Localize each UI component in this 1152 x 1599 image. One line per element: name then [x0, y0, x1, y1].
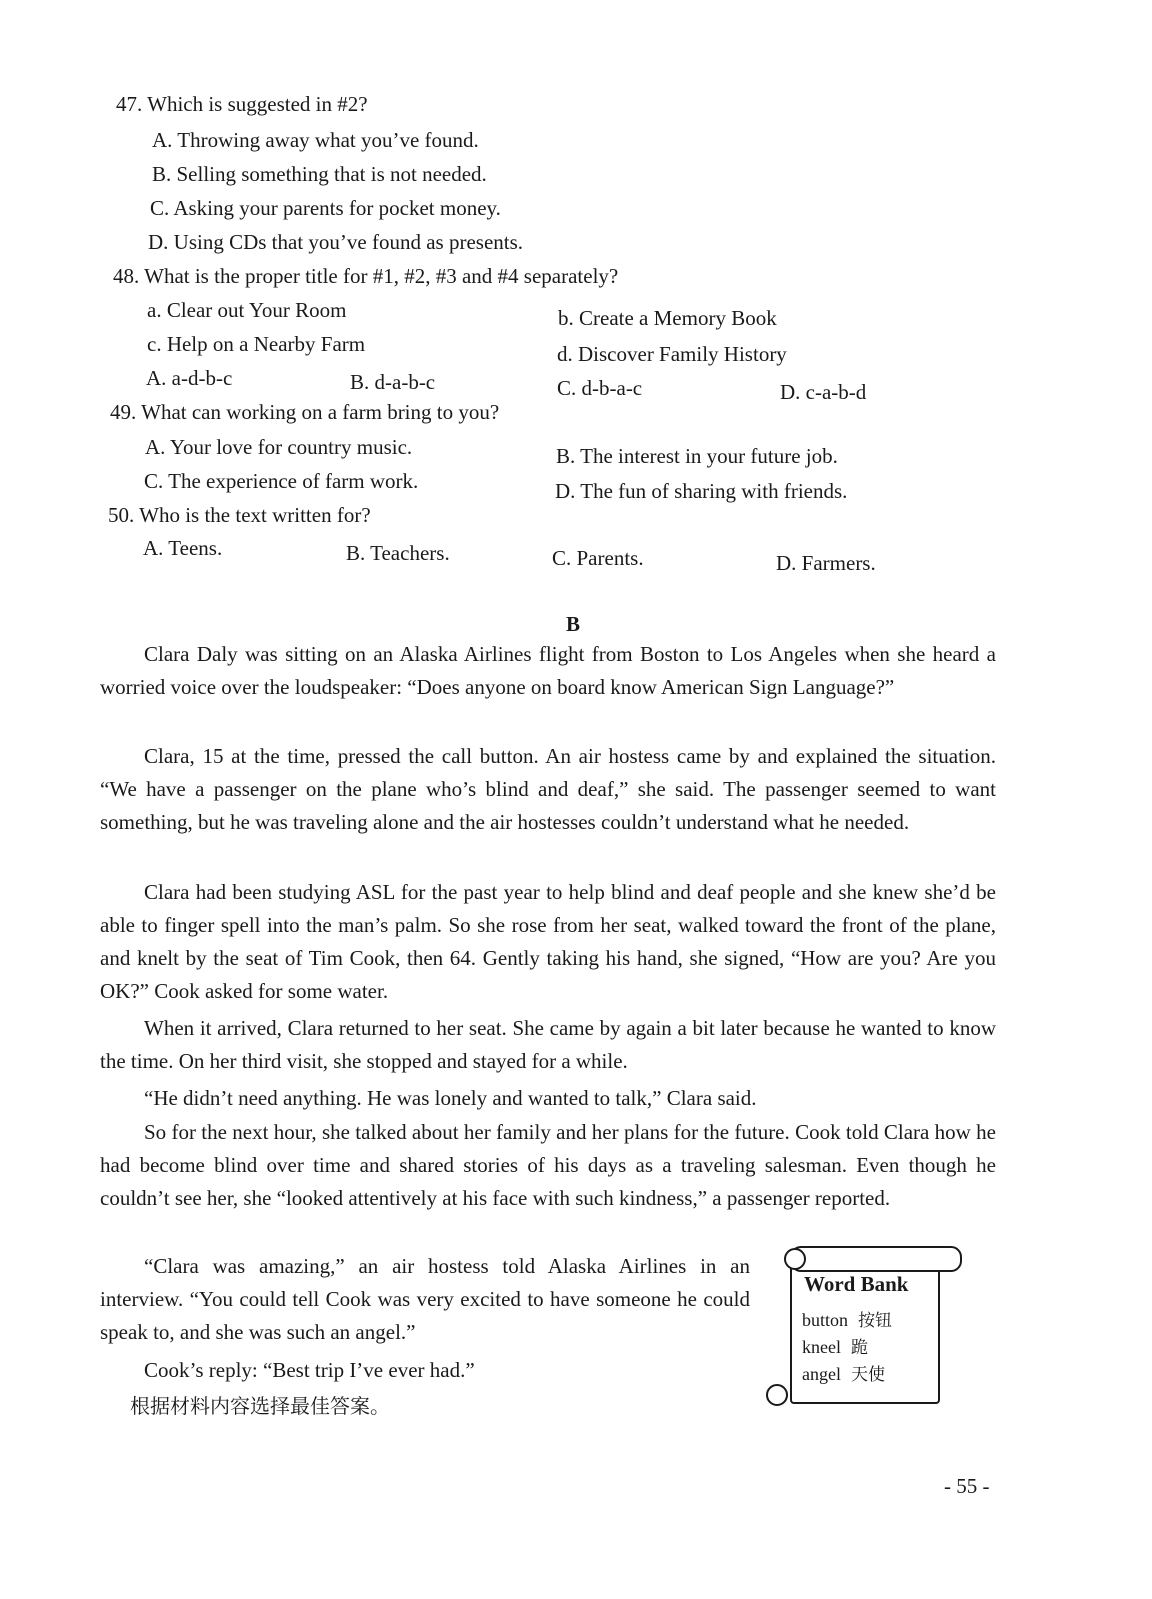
- scroll-top-roll-icon: [790, 1246, 962, 1272]
- q50-option-c: C. Parents.: [552, 546, 644, 570]
- q50-option-b: B. Teachers.: [346, 541, 450, 565]
- word-bank-cn: 跪: [850, 1338, 868, 1358]
- q48-option-d: D. c-a-b-d: [780, 380, 867, 404]
- q47-option-a: A. Throwing away what you’ve found.: [152, 128, 479, 152]
- scroll-curl-top-icon: [784, 1248, 806, 1270]
- q48-option-a: A. a-d-b-c: [146, 366, 233, 390]
- q47-stem: 47. Which is suggested in #2?: [116, 92, 368, 116]
- q48-title-a: a. Clear out Your Room: [147, 298, 347, 322]
- q49-option-d: D. The fun of sharing with friends.: [555, 479, 848, 503]
- paragraph-4: When it arrived, Clara returned to her seat. She came by again a bit later because he wanted to know the time. On her third visit, she stopped and stayed for a while.: [100, 1016, 996, 1073]
- q49-option-a: A. Your love for country music.: [145, 435, 413, 459]
- q49-stem: 49. What can working on a farm bring to you?: [110, 400, 500, 424]
- q48-title-d: d. Discover Family History: [557, 342, 787, 366]
- q48-title-b: b. Create a Memory Book: [558, 306, 777, 330]
- paragraph-7: “Clara was amazing,” an air hostess told Alaska Airlines in an interview. “You could tell Cook was very excited to have someone he could speak to, and she was such an angel.”: [100, 1254, 750, 1344]
- paragraph-1: Clara Daly was sitting on an Alaska Airlines flight from Boston to Los Angeles when she heard a worried voice over the loudspeaker: “Does anyone on board know American Sign Language?”: [100, 642, 996, 699]
- paragraph-2: Clara, 15 at the time, pressed the call button. An air hostess came by and explained the situation. “We have a passenger on the plane who’s blind and deaf,” she said. The passenger seemed to want something, but he was traveling alone and the air hostesses couldn’t understand what he needed.: [100, 744, 996, 834]
- paragraph-8: Cook’s reply: “Best trip I’ve ever had.”: [144, 1358, 475, 1382]
- q47-option-b: B. Selling something that is not needed.: [152, 162, 487, 186]
- word-bank-title: Word Bank: [804, 1272, 909, 1296]
- word-bank: [772, 1244, 960, 1412]
- q48-stem: 48. What is the proper title for #1, #2, #3 and #4 separately?: [113, 264, 619, 288]
- paragraph-5: “He didn’t need anything. He was lonely and wanted to talk,” Clara said.: [144, 1086, 757, 1110]
- word-bank-en: angel: [802, 1364, 841, 1384]
- q47-option-c: C. Asking your parents for pocket money.: [150, 196, 501, 220]
- word-bank-en: kneel: [802, 1337, 841, 1357]
- q49-option-b: B. The interest in your future job.: [556, 444, 838, 468]
- section-title: B: [566, 612, 581, 636]
- page-number: - 55 -: [944, 1474, 990, 1498]
- q48-option-b: B. d-a-b-c: [350, 370, 436, 394]
- word-bank-en: button: [802, 1310, 849, 1330]
- q50-option-a: A. Teens.: [143, 536, 223, 560]
- scroll-curl-bottom-icon: [766, 1384, 788, 1406]
- q48-title-c: c. Help on a Nearby Farm: [147, 332, 366, 356]
- q48-option-c: C. d-b-a-c: [557, 376, 643, 400]
- instruction: 根据材料内容选择最佳答案。: [130, 1394, 390, 1418]
- q50-stem: 50. Who is the text written for?: [108, 503, 371, 527]
- q49-option-c: C. The experience of farm work.: [144, 469, 419, 493]
- word-bank-cn: 按钮: [858, 1311, 893, 1331]
- word-bank-cn: 天使: [850, 1365, 885, 1385]
- q47-option-d: D. Using CDs that you’ve found as presents.: [148, 230, 524, 254]
- word-bank-entry: [802, 1333, 868, 1358]
- paragraph-3: Clara had been studying ASL for the past year to help blind and deaf people and she knew she’d be able to finger spell into the man’s palm. So she rose from her seat, walked toward the front of the plane, and knelt by the seat of Tim Cook, then 64. Gently taking his hand, she signed, “How are you? Are you OK?” Cook asked for some water.: [100, 880, 996, 1003]
- q50-option-d: D. Farmers.: [776, 551, 876, 575]
- word-bank-entry: [802, 1360, 885, 1385]
- paragraph-6: So for the next hour, she talked about her family and her plans for the future. Cook told Clara how he had become blind over time and shared stories of his days as a traveling salesman. Even though he couldn’t see her, she “looked attentively at his face with such kindness,” a passenger reported.: [100, 1120, 996, 1210]
- word-bank-entry: [802, 1306, 892, 1331]
